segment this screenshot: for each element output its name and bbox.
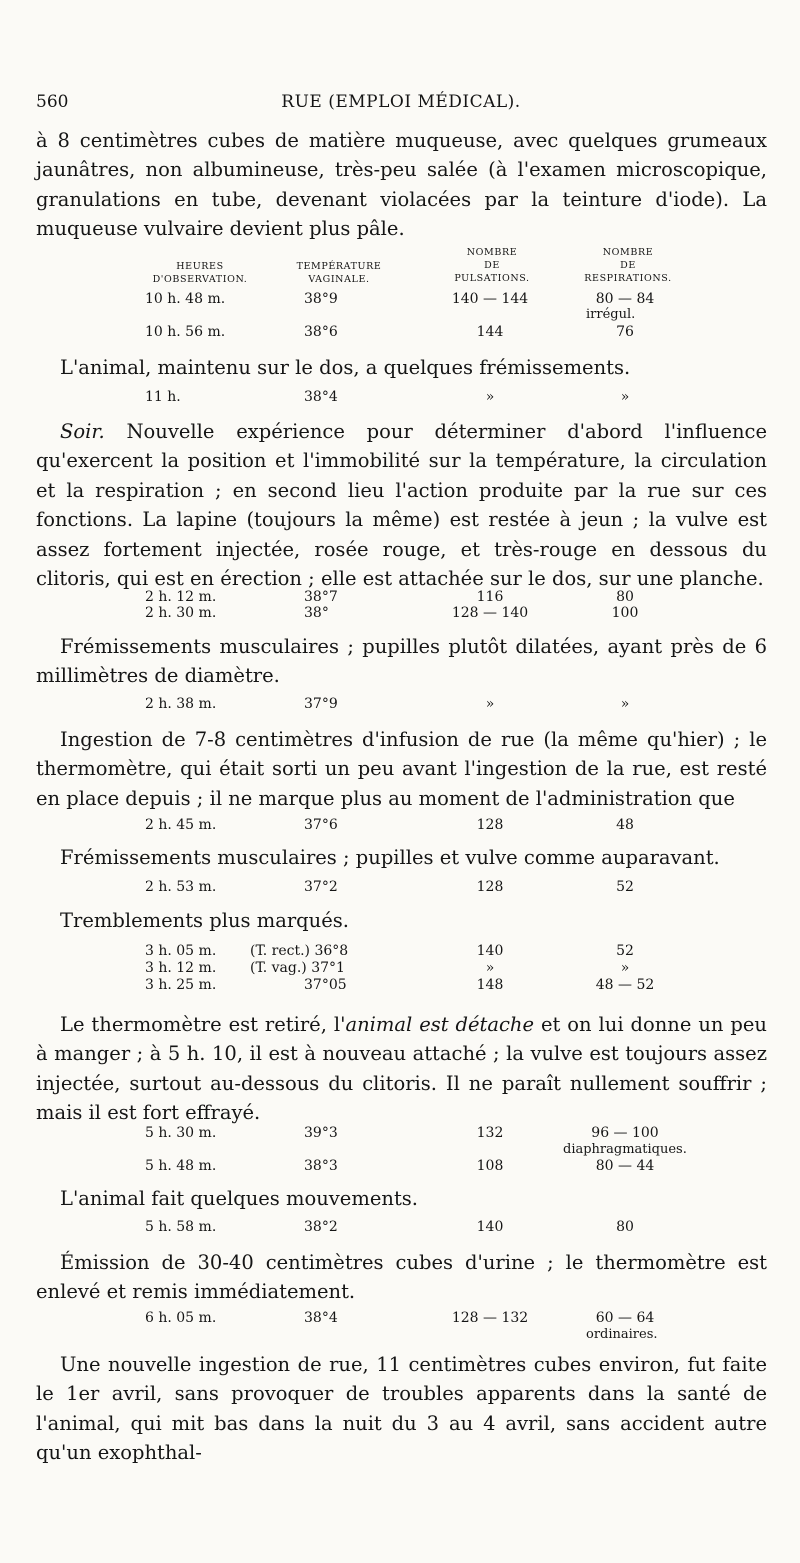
paragraph	[36, 632, 767, 691]
table-row	[0, 1158, 800, 1178]
cell-temp: 37°6	[304, 817, 338, 833]
table-row	[0, 1219, 800, 1239]
cell-resp: »	[620, 960, 630, 976]
cell-resp: 80 — 84	[595, 291, 655, 307]
paragraph	[36, 725, 767, 813]
cell-temp: 38°6	[304, 324, 338, 340]
header-text: PULSATIONS.	[454, 273, 530, 284]
cell-temp: (T. vag.) 37°1	[250, 960, 345, 976]
paragraph: Tremblements plus marqués.	[60, 909, 349, 932]
paragraph-text: Une nouvelle ingestion de rue, 11 centimètres cubes environ, fut faite le 1er avril, sans provoquer de troubles apparents dans la santé de l'animal, qui mit bas dans la nuit du 3 au 4 avril, sans accident autre qu'un exophthal-	[36, 1353, 767, 1465]
cell-temp: 39°3	[304, 1125, 338, 1141]
cell-temp: 38°3	[304, 1158, 338, 1174]
cell-pulse: 148	[476, 977, 504, 993]
cell-time: 10 h. 56 m.	[145, 324, 226, 340]
paragraph	[36, 1350, 767, 1468]
cell-resp: 48 — 52	[595, 977, 655, 993]
italic-text: animal est détache	[345, 1013, 535, 1036]
cell-resp: 52	[616, 943, 634, 959]
header-text: HEURES	[176, 261, 224, 272]
table-row	[0, 1310, 800, 1330]
cell-temp: 37°9	[304, 696, 338, 712]
page-header	[36, 92, 766, 118]
paragraph-text: Le thermomètre est retiré, l'	[60, 1013, 346, 1036]
cell-time: 5 h. 58 m.	[145, 1219, 217, 1235]
paragraph-text: Nouvelle expérience pour déterminer d'abord l'influence qu'exercent la position et l'immobilité sur la température, la circulation et la respiration ; en second lieu l'action produite par la rue sur ces fonctions. La lapine (toujours la même) est restée à jeun ; la vulve est assez fortement injectée, rosée rouge, et très-rouge en dessous du clitoris, qui est en érection ; elle est attachée sur le dos, sur une planche.	[36, 420, 767, 591]
cell-pulse: 140	[476, 943, 504, 959]
cell-time: 2 h. 12 m.	[145, 589, 217, 605]
cell-resp: »	[620, 696, 630, 712]
running-title: RUE (EMPLOI MÉDICAL).	[281, 92, 521, 112]
cell-pulse: 144	[476, 324, 504, 340]
cell-pulse: 108	[476, 1158, 504, 1174]
cell-resp: »	[620, 389, 630, 405]
table-row	[0, 605, 800, 625]
cell-time: 2 h. 38 m.	[145, 696, 217, 712]
italic-text: Soir.	[60, 420, 105, 443]
cell-time: 11 h.	[145, 389, 181, 405]
cell-pulse: »	[485, 389, 495, 405]
table-row	[0, 879, 800, 899]
cell-pulse: 128	[476, 879, 504, 895]
paragraph: Frémissements musculaires ; pupilles et vulve comme auparavant.	[60, 846, 720, 869]
cell-temp: 37°05	[304, 977, 347, 993]
table-row	[0, 389, 800, 409]
paragraph	[36, 1248, 767, 1307]
cell-resp: 96 — 100	[591, 1125, 659, 1141]
cell-resp: 60 — 64	[595, 1310, 655, 1326]
header-text: NOMBRE	[602, 247, 654, 258]
header-text: DE	[620, 260, 636, 271]
paragraph: L'animal fait quelques mouvements.	[60, 1187, 418, 1210]
cell-time: 2 h. 30 m.	[145, 605, 217, 621]
cell-resp: 52	[616, 879, 634, 895]
header-text: TEMPÉRATURE	[296, 261, 382, 272]
paragraph: L'animal, maintenu sur le dos, a quelques frémissements.	[60, 356, 631, 379]
header-text: VAGINALE.	[308, 274, 370, 285]
cell-time: 5 h. 30 m.	[145, 1125, 217, 1141]
table-header-pulse	[432, 246, 552, 285]
table-row	[0, 324, 800, 344]
table-row	[0, 696, 800, 716]
cell-pulse: »	[485, 696, 495, 712]
cell-note: irrégul.	[586, 307, 636, 322]
cell-resp: 76	[616, 324, 634, 340]
cell-resp: 100	[611, 605, 639, 621]
cell-pulse: 140 — 144	[451, 291, 529, 307]
paragraph	[36, 1010, 767, 1128]
cell-pulse: »	[485, 960, 495, 976]
header-text: D'OBSERVATION.	[152, 274, 248, 285]
cell-pulse: 128 — 140	[451, 605, 529, 621]
cell-note: diaphragmatiques.	[563, 1142, 687, 1157]
cell-resp: 80	[616, 1219, 634, 1235]
table-row	[0, 817, 800, 837]
cell-time: 3 h. 05 m.	[145, 943, 217, 959]
page-number: 560	[36, 92, 69, 112]
cell-pulse: 140	[476, 1219, 504, 1235]
table-header-temperature	[284, 260, 394, 286]
cell-pulse: 116	[476, 589, 504, 605]
cell-note: ordinaires.	[586, 1327, 658, 1342]
cell-time: 10 h. 48 m.	[145, 291, 226, 307]
cell-temp: 38°	[304, 605, 329, 621]
cell-temp: (T. rect.) 36°8	[250, 943, 349, 959]
table-header-respiration	[568, 246, 688, 285]
cell-temp: 38°4	[304, 389, 338, 405]
paragraph-text: Émission de 30-40 centimètres cubes d'urine ; le thermomètre est enlevé et remis immédiatement.	[36, 1251, 767, 1304]
cell-temp: 37°2	[304, 879, 338, 895]
cell-pulse: 128	[476, 817, 504, 833]
paragraph-text: et on lui donne un peu à manger ; à 5 h. 10, il est à nouveau attaché ; la vulve est toujours assez injectée, surtout au-dessous du clitoris. Il ne paraît nullement souffrir ; mais il est fort effrayé.	[36, 1013, 767, 1125]
cell-time: 2 h. 45 m.	[145, 817, 217, 833]
cell-time: 2 h. 53 m.	[145, 879, 217, 895]
cell-temp: 38°2	[304, 1219, 338, 1235]
paragraph: à 8 centimètres cubes de matière muqueuse, avec quelques grumeaux jaunâtres, non albumineuse, très-peu salée (à l'examen microscopique, granulations en tube, devenant violacées par la teinture d'iode). La muqueuse vulvaire devient plus pâle.	[36, 129, 767, 241]
cell-resp: 48	[616, 817, 634, 833]
cell-pulse: 128 — 132	[451, 1310, 529, 1326]
header-text: RESPIRATIONS.	[584, 273, 672, 284]
paragraph-text: Ingestion de 7-8 centimètres d'infusion de rue (la même qu'hier) ; le thermomètre, qui était sorti un peu avant l'ingestion de la rue, est resté en place depuis ; il ne marque plus au moment de l'administration que	[36, 728, 767, 810]
cell-time: 5 h. 48 m.	[145, 1158, 217, 1174]
header-text: DE	[484, 260, 500, 271]
table-row	[0, 291, 800, 311]
header-text: NOMBRE	[466, 247, 518, 258]
table-row	[0, 977, 800, 997]
cell-temp: 38°4	[304, 1310, 338, 1326]
paragraph	[36, 417, 767, 593]
cell-resp: 80	[616, 589, 634, 605]
cell-pulse: 132	[476, 1125, 504, 1141]
cell-temp: 38°7	[304, 589, 338, 605]
cell-temp: 38°9	[304, 291, 338, 307]
paragraph-text: Frémissements musculaires ; pupilles plutôt dilatées, ayant près de 6 millimètres de diamètre.	[36, 635, 767, 688]
cell-time: 3 h. 12 m.	[145, 960, 217, 976]
cell-time: 3 h. 25 m.	[145, 977, 217, 993]
cell-time: 6 h. 05 m.	[145, 1310, 217, 1326]
table-header-time	[145, 260, 255, 286]
cell-resp: 80 — 44	[595, 1158, 655, 1174]
